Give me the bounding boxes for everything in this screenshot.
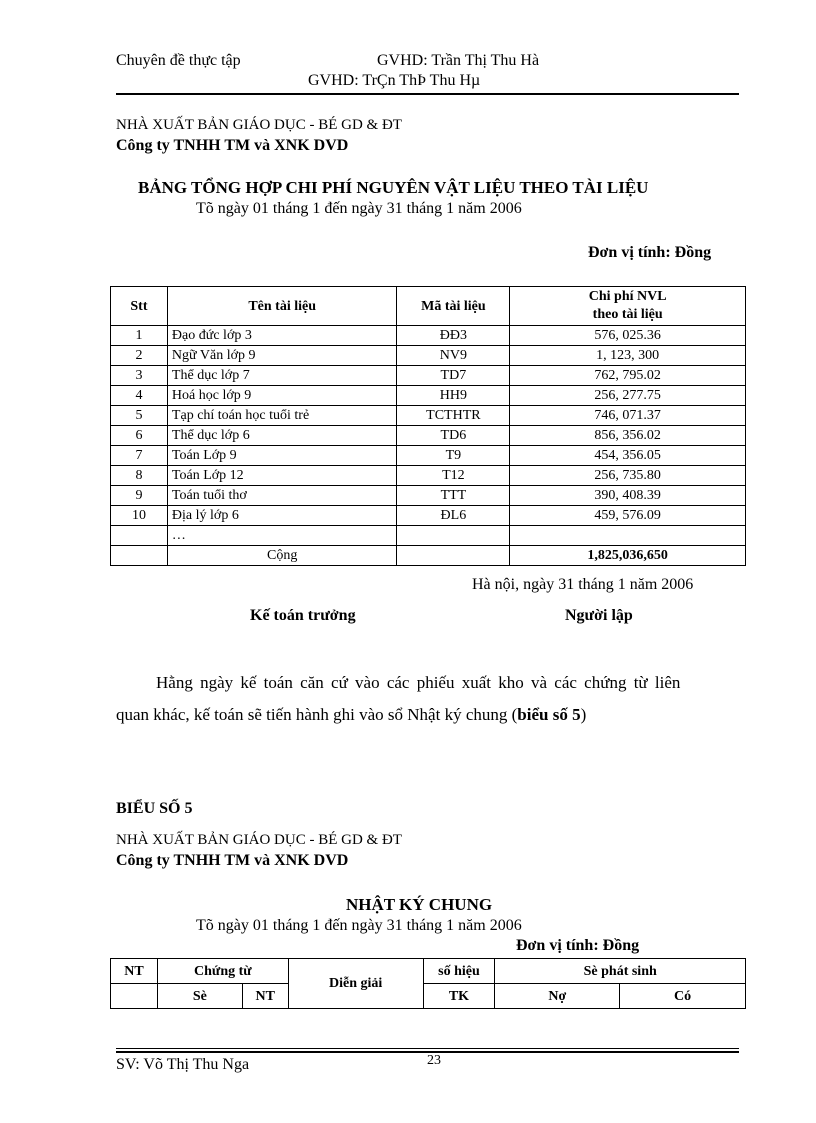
row-name: Thể dục lớp 7 (167, 366, 397, 386)
row-code: ĐL6 (397, 506, 510, 526)
row-stt: 6 (111, 426, 168, 446)
section2-company: Công ty TNHH TM và XNK DVD (116, 852, 349, 869)
table-row (111, 386, 746, 406)
journal-header-row1 (111, 959, 746, 984)
ellipsis-cell: … (167, 526, 397, 546)
table-row (111, 446, 746, 466)
row-name: Đạo đức lớp 3 (167, 326, 397, 346)
row-cost: 746, 071.37 (510, 406, 746, 426)
table-row (111, 366, 746, 386)
row-cost: 454, 356.05 (510, 446, 746, 466)
row-code: TTT (397, 486, 510, 506)
publisher-name: NHÀ XUẤT BẢN GIÁO DỤC - BÉ GD & ĐT (116, 117, 402, 133)
col-co: Có (620, 984, 746, 1009)
row-code: ĐĐ3 (397, 326, 510, 346)
row-name: Tạp chí toán học tuổi trẻ (167, 406, 397, 426)
col-cost-line2: theo tài liệu (592, 307, 663, 322)
journal-header-row2 (111, 984, 746, 1009)
col-cost (510, 287, 746, 326)
table-row (111, 426, 746, 446)
header-supervisor: GVHD: Trần Thị Thu Hà (377, 52, 540, 69)
row-cost: 459, 576.09 (510, 506, 746, 526)
table-row (111, 486, 746, 506)
section2-publisher: NHÀ XUẤT BẢN GIÁO DỤC - BÉ GD & ĐT (116, 832, 402, 848)
table-row (111, 346, 746, 366)
col-tk: TK (423, 984, 495, 1009)
table1-unit: Đơn vị tính: Đồng (588, 244, 712, 261)
row-cost: 256, 735.80 (510, 466, 746, 486)
row-code: TD6 (397, 426, 510, 446)
col-stt: Stt (111, 287, 168, 326)
row-name: Địa lý lớp 6 (167, 506, 397, 526)
row-cost: 1, 123, 300 (510, 346, 746, 366)
col-nt2: NT (242, 984, 288, 1009)
row-stt: 9 (111, 486, 168, 506)
row-cost: 256, 277.75 (510, 386, 746, 406)
row-cost: 390, 408.39 (510, 486, 746, 506)
row-stt: 7 (111, 446, 168, 466)
general-journal-table (110, 958, 746, 1009)
section2-label: BIỂU SỐ 5 (116, 800, 193, 817)
paragraph-ref: biểu số 5 (517, 705, 581, 724)
total-value: 1,825,036,650 (510, 546, 746, 566)
signer-chief-accountant: Kế toán trưởng (250, 607, 356, 624)
row-stt: 1 (111, 326, 168, 346)
table-total-row (111, 546, 746, 566)
col-chung-tu: Chứng từ (157, 959, 288, 984)
col-code: Mã tài liệu (397, 287, 510, 326)
row-name: Hoá học lớp 9 (167, 386, 397, 406)
row-code: NV9 (397, 346, 510, 366)
table1-period: Tõ ngày 01 tháng 1 đến ngày 31 tháng 1 năm 2006 (196, 200, 522, 217)
row-cost: 576, 025.36 (510, 326, 746, 346)
header-rule (116, 93, 739, 95)
row-name: Thể dục lớp 6 (167, 426, 397, 446)
signer-preparer: Người lập (565, 607, 633, 624)
table-row (111, 466, 746, 486)
table-row (111, 326, 746, 346)
footer-student: SV: Võ Thị Thu Nga (116, 1056, 250, 1073)
row-code: T12 (397, 466, 510, 486)
header-topic: Chuyên đề thực tập (116, 52, 241, 69)
page-number: 23 (427, 1053, 441, 1068)
row-cost: 762, 795.02 (510, 366, 746, 386)
date-line: Hà nội, ngày 31 tháng 1 năm 2006 (472, 576, 694, 593)
table-row-ellipsis (111, 526, 746, 546)
col-se: Sè (157, 984, 242, 1009)
total-label: Cộng (167, 546, 397, 566)
paragraph-line1: Hằng ngày kế toán căn cứ vào các phiếu xuất kho và các chứng từ liên (156, 673, 681, 692)
row-code: TD7 (397, 366, 510, 386)
header-supervisor-garbled: GVHD: TrÇn ThÞ Thu Hµ (308, 72, 481, 89)
row-stt: 4 (111, 386, 168, 406)
row-stt: 5 (111, 406, 168, 426)
col-so-phat-sinh: Sè phát sinh (495, 959, 746, 984)
row-stt: 3 (111, 366, 168, 386)
company-name: Công ty TNHH TM và XNK DVD (116, 137, 349, 154)
footer-rule-1 (116, 1048, 739, 1049)
row-name: Toán tuổi thơ (167, 486, 397, 506)
col-so-hieu: số hiệu (423, 959, 495, 984)
row-code: T9 (397, 446, 510, 466)
row-stt: 2 (111, 346, 168, 366)
table-row (111, 406, 746, 426)
journal-title: NHẬT KÝ CHUNG (346, 895, 493, 914)
row-stt: 10 (111, 506, 168, 526)
journal-period: Tõ ngày 01 tháng 1 đến ngày 31 tháng 1 năm 2006 (196, 917, 522, 934)
row-name: Toán Lớp 12 (167, 466, 397, 486)
col-nt: NT (111, 959, 158, 984)
col-name: Tên tài liệu (167, 287, 397, 326)
col-cost-line1: Chi phí NVL (588, 289, 667, 304)
table1-title: BẢNG TỔNG HỢP CHI PHÍ NGUYÊN VẬT LIỆU THEO TÀI LIỆU (138, 178, 649, 197)
row-name: Ngữ Văn lớp 9 (167, 346, 397, 366)
col-dien-giai: Diễn giải (288, 959, 423, 1009)
row-name: Toán Lớp 9 (167, 446, 397, 466)
materials-cost-table (110, 286, 746, 566)
row-cost: 856, 356.02 (510, 426, 746, 446)
table-header-row (111, 287, 746, 326)
table-row (111, 506, 746, 526)
row-stt: 8 (111, 466, 168, 486)
paragraph-line2: quan khác, kế toán sẽ tiến hành ghi vào sổ Nhật ký chung (biểu số 5) (116, 705, 587, 724)
row-code: HH9 (397, 386, 510, 406)
journal-unit: Đơn vị tính: Đồng (516, 937, 640, 954)
row-code: TCTHTR (397, 406, 510, 426)
col-no: Nợ (495, 984, 620, 1009)
